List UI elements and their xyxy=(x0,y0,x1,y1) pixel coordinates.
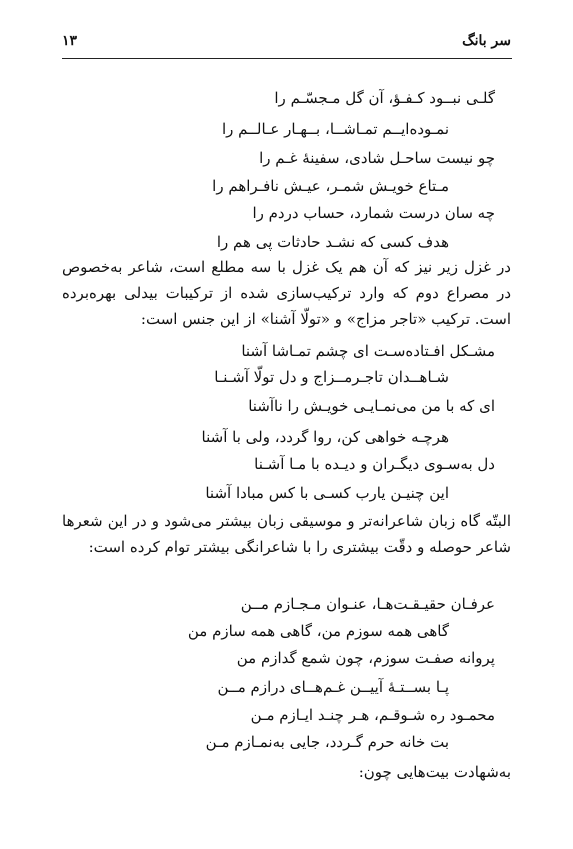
header-rule xyxy=(62,58,512,59)
poem-line: گلـی نبــود کـفـؤ، آن گل مـجسّـم را xyxy=(274,89,495,107)
body-paragraph: در غزل زیر نیز که آن هم یک غزل با سه مطلع است، شاعر به‌خصوص در مصراع دوم که وارد ترکیب‌سازی شده از ترکیبات بیدلی بهره‌برده است. ترکیب «تاجر مزاج» و «تولّا آشنا» از این جنس است: xyxy=(62,258,511,328)
poem-line: محمـود ره شـوقـم، هـر چنـد ایـازم مـن xyxy=(250,706,495,724)
poem-line: ای که با من می‌نمـایـی خویـش را ناآشنا xyxy=(248,397,495,415)
running-header-title: سر بانگ xyxy=(462,33,511,49)
poem-line: نمـوده‌ایــم تمـاشــا، بــهـار عـالــم را xyxy=(221,120,449,138)
poem-line: چه سان درست شمارد، حساب دردم را xyxy=(252,204,495,222)
body-paragraph: البتّه گاه زبان شاعرانه‌تر و موسیقی زبان بیشتر می‌شود و در این شعرها شاعر حوصله و دقّت بیشتری را با شاعرانگی بیشتر توام کرده است: xyxy=(62,512,511,556)
poem-line: شـاهــدان تاجـرمــزاج و دل تولّا آشـنـا xyxy=(214,368,449,386)
poem-line: عرفـان حقیـقـت‌هـا، عنـوان مـجـازم مــن xyxy=(240,595,495,613)
poem-line: چو نیست ساحـل شادی، سفینهٔ غـم را xyxy=(259,149,495,167)
poem-line: گاهی همه سوزم من، گاهی همه سازم من xyxy=(187,622,449,640)
poem-line: بت خانه حرم گـردد، جایی به‌نمـازم مـن xyxy=(205,733,449,751)
poem-line: پروانه صفـت سوزم، چون شمع گدازم من xyxy=(236,649,495,667)
poem-line: مشـکل افـتاده‌سـت ای چشم تمـاشا آشنا xyxy=(241,342,495,360)
poem-line: هدف کسی که نشـد حادثات پی هم را xyxy=(216,233,449,251)
poem-line: پـا بســتـهٔ آییــن غـم‌هــای درازم مــن xyxy=(217,678,449,696)
poem-line: هرچـه خواهی کن، روا گردد، ولی با آشنا xyxy=(201,428,449,446)
body-line: به‌شهادت بیت‌هایی چون: xyxy=(358,763,511,781)
poem-line: این چنیـن یارب کسـی با کس مبادا آشنا xyxy=(205,484,449,502)
page-number: ۱۳ xyxy=(62,33,78,49)
poem-line: دل به‌سـوی دیگـران و دیـده با مـا آشـنا xyxy=(254,455,495,473)
poem-line: مـتاع خویـش شمـر، عیـش نافـراهم را xyxy=(212,177,449,195)
